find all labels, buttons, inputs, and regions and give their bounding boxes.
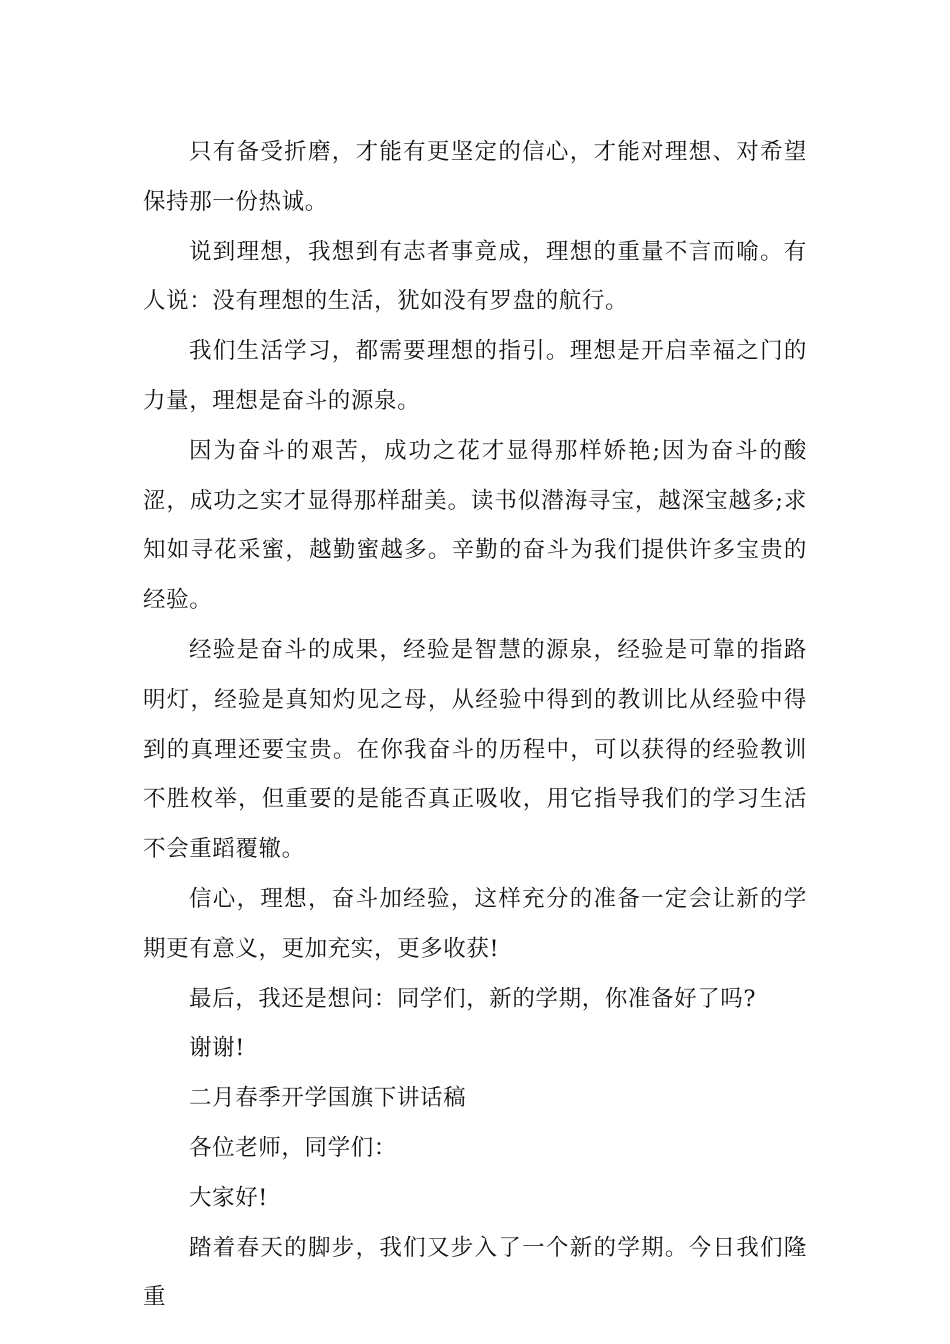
paragraph-7: 最后，我还是想问：同学们，新的学期，你准备好了吗? (189, 985, 757, 1012)
paragraph-6: 信心，理想，奋斗加经验，这样充分的准备一定会让新的学期更有意义，更加充实，更多收获! (143, 885, 807, 962)
document-body (143, 128, 807, 1323)
paragraph-1: 只有备受折磨，才能有更坚定的信心，才能对理想、对希望保持那一份热诚。 (143, 139, 807, 215)
paragraph-5: 经验是奋斗的成果，经验是智慧的源泉，经验是可靠的指路明灯，经验是真知灼见之母，从经验中得到的教训比从经验中得到的真理还要宝贵。在你我奋斗的历程中，可以获得的经验教训不胜枚举，但重要的是能否真正吸收，用它指导我们的学习生活不会重蹈覆辙。 (143, 636, 807, 863)
salutation: 各位老师，同学们： (189, 1134, 397, 1161)
paragraph-12: 踏着春天的脚步，我们又步入了一个新的学期。今日我们隆重 (143, 1234, 807, 1311)
paragraph-2: 说到理想，我想到有志者事竟成，理想的重量不言而喻。有人说：没有理想的生活，犹如没有罗盘的航行。 (143, 238, 807, 315)
paragraph-4: 因为奋斗的艰苦，成功之花才显得那样娇艳;因为奋斗的酸涩，成功之实才显得那样甜美。读书似潜海寻宝，越深宝越多;求知如寻花采蜜，越勤蜜越多。辛勤的奋斗为我们提供许多宝贵的经验。 (143, 437, 807, 614)
paragraph-8: 谢谢! (189, 1035, 245, 1062)
paragraph-3: 我们生活学习，都需要理想的指引。理想是开启幸福之门的力量，理想是奋斗的源泉。 (143, 338, 807, 414)
greeting: 大家好! (189, 1184, 268, 1211)
speech-title: 二月春季开学国旗下讲话稿 (189, 1085, 467, 1112)
